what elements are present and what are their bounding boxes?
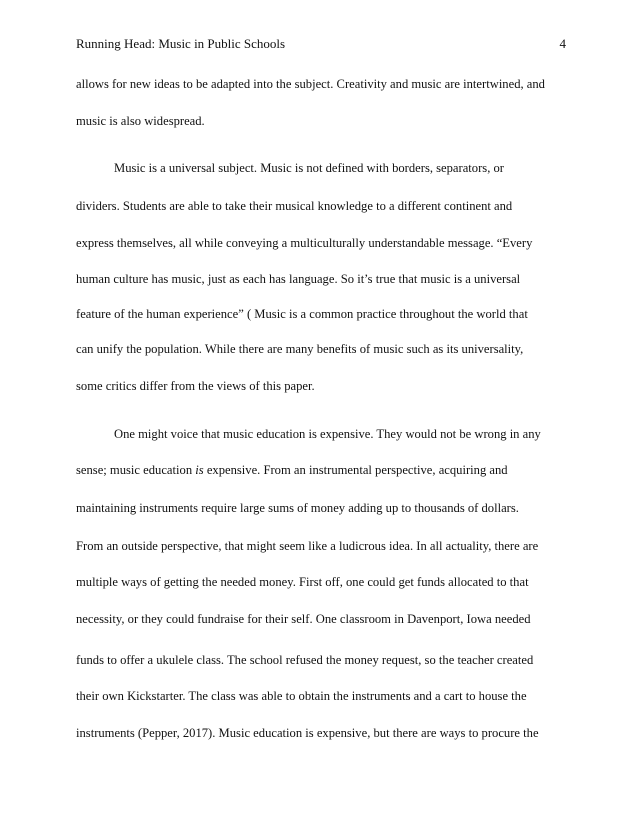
text-line: maintaining instruments require large sums of money adding up to thousands of dollars. xyxy=(76,501,519,515)
text-line: music is also widespread. xyxy=(76,114,205,128)
page-header xyxy=(76,34,566,54)
text-line: can unify the population. While there are many benefits of music such as its universality, xyxy=(76,342,524,356)
text-line: From an outside perspective, that might seem like a ludicrous idea. In all actuality, there are xyxy=(76,539,539,553)
text-line: express themselves, all while conveying a multiculturally understandable message. “Every xyxy=(76,236,533,250)
text-run: sense; music education xyxy=(76,463,196,477)
text-line xyxy=(76,462,508,478)
text-line: multiple ways of getting the needed money. First off, one could get funds allocated to that xyxy=(76,575,529,589)
text-line: feature of the human experience” ( Music is a common practice throughout the world that xyxy=(76,307,528,321)
text-line: human culture has music, just as each has language. So it’s true that music is a universal xyxy=(76,272,521,286)
page-number: 4 xyxy=(559,36,566,51)
text-run: expensive. From an instrumental perspective, acquiring and xyxy=(203,463,508,477)
running-head: Running Head: Music in Public Schools xyxy=(76,36,286,51)
text-line: necessity, or they could fundraise for their self. One classroom in Davenport, Iowa needed xyxy=(76,612,531,626)
text-line: Music is a universal subject. Music is not defined with borders, separators, or xyxy=(114,161,504,175)
text-line: funds to offer a ukulele class. The school refused the money request, so the teacher created xyxy=(76,653,534,667)
text-line: their own Kickstarter. The class was able to obtain the instruments and a cart to house the xyxy=(76,689,527,703)
text-line: allows for new ideas to be adapted into the subject. Creativity and music are intertwined, and xyxy=(76,77,545,91)
text-line: dividers. Students are able to take their musical knowledge to a different continent and xyxy=(76,199,513,213)
text-line: instruments (Pepper, 2017). Music education is expensive, but there are ways to procure the xyxy=(76,726,539,740)
text-line: One might voice that music education is expensive. They would not be wrong in any xyxy=(114,427,541,441)
emphasized-word: is xyxy=(195,463,204,477)
text-line: some critics differ from the views of this paper. xyxy=(76,379,315,393)
